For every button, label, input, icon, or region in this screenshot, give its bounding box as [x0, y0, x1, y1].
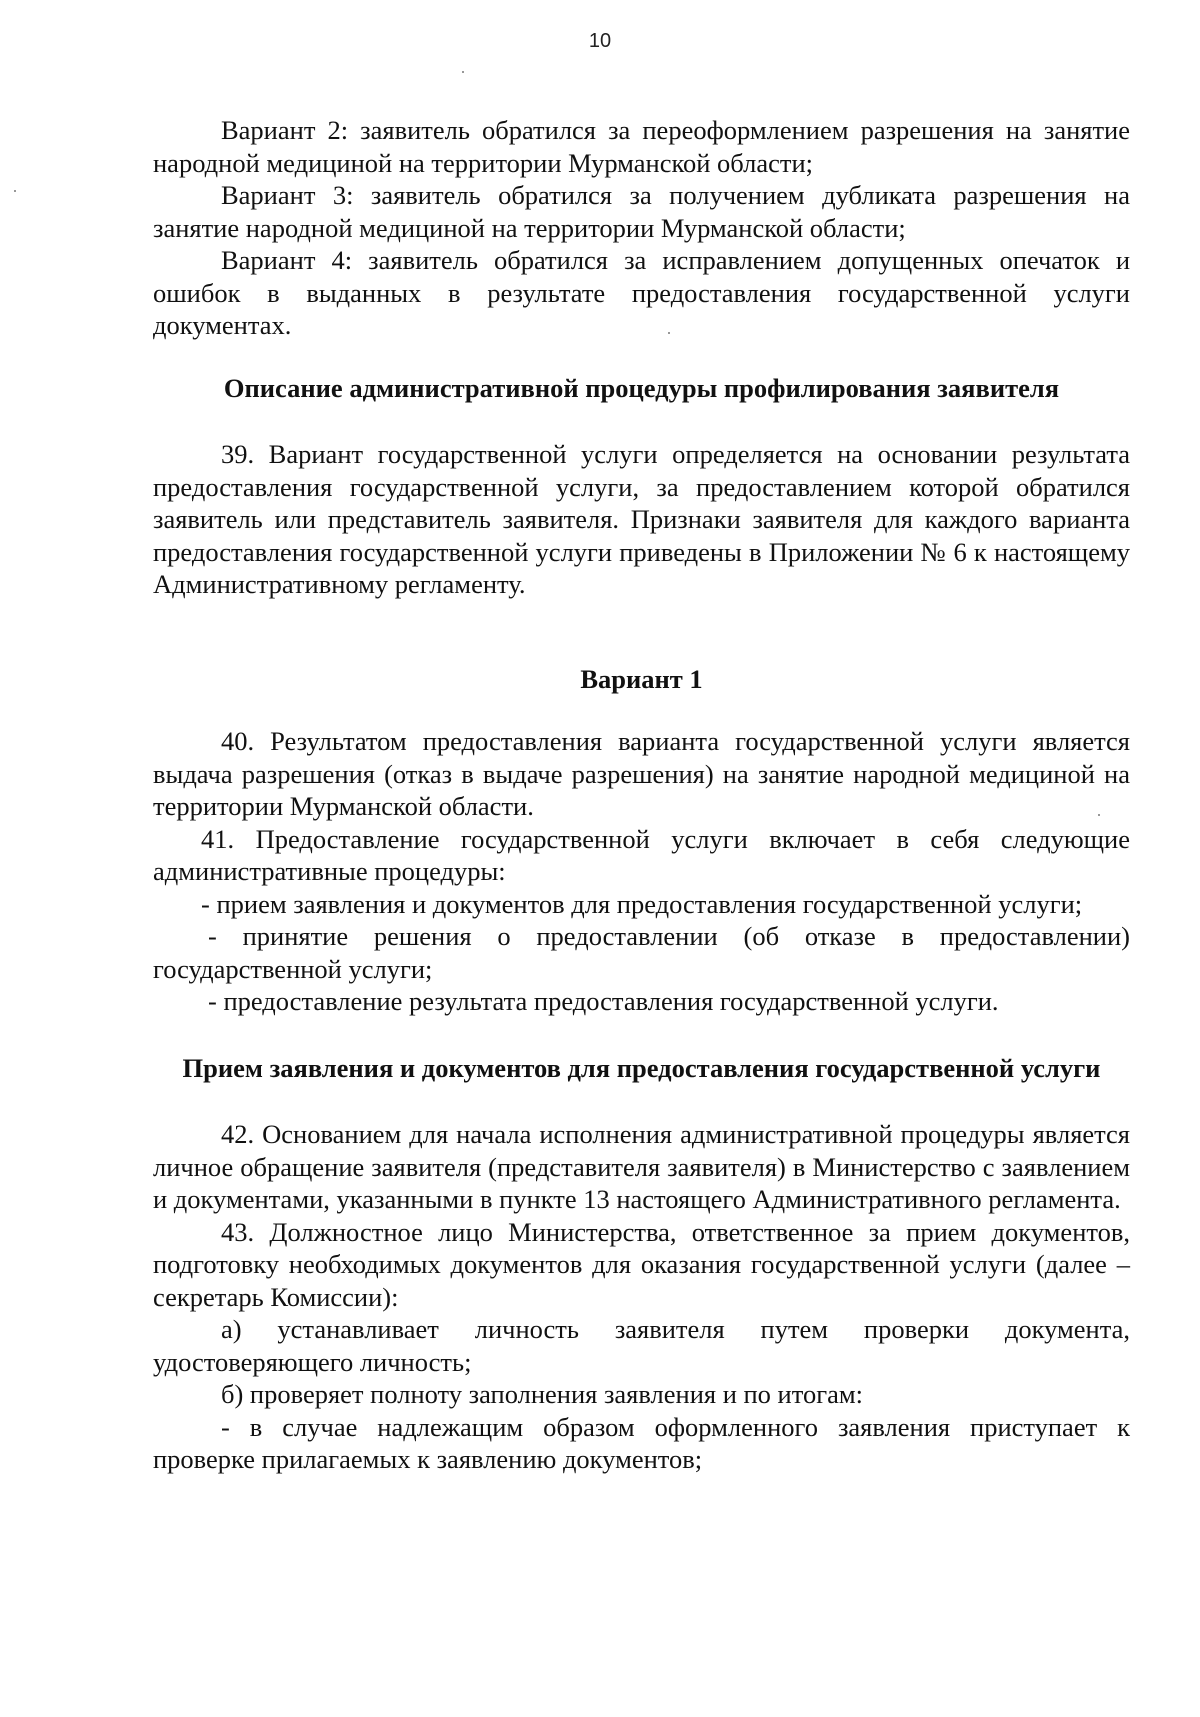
procedure-item-2: - принятие решения о предоставлении (об отказе в предоставлении) государственной услуги;: [153, 921, 1130, 984]
document-body: [153, 114, 1130, 1476]
paragraph-41: 41. Предоставление государственной услуги включает в себя следующие административные процедуры:: [153, 823, 1130, 886]
paragraph-variant-3: Вариант 3: заявитель обратился за получением дубликата разрешения на занятие народной медициной на территории Мурманской области;: [153, 180, 1130, 243]
scan-speck: [668, 332, 670, 334]
page-number: 10: [588, 30, 612, 52]
paragraph-variant-2: Вариант 2: заявитель обратился за переоформлением разрешения на занятие народной медициной на территории Мурманской области;: [153, 115, 1130, 178]
list-item-b-sub: - в случае надлежащим образом оформленного заявления приступает к проверке прилагаемых к заявлению документов;: [153, 1411, 1130, 1474]
paragraph-43: 43. Должностное лицо Министерства, ответственное за прием документов, подготовку необходимых документов для оказания государственной услуги (далее – секретарь Комиссии):: [153, 1216, 1130, 1312]
section-heading-variant-1: Вариант 1: [580, 663, 703, 694]
scan-speck: [1098, 814, 1100, 816]
procedure-item-1: - прием заявления и документов для предоставления государственной услуги;: [201, 888, 1083, 919]
paragraph-40: 40. Результатом предоставления варианта государственной услуги является выдача разрешения (отказ в выдаче разрешения) на занятие народной медициной на территории Мурманской области.: [153, 726, 1130, 821]
scan-speck: [462, 71, 464, 73]
list-item-b: б) проверяет полноту заполнения заявления и по итогам:: [221, 1379, 863, 1409]
procedure-item-3: - предоставление результата предоставления государственной услуги.: [208, 986, 999, 1016]
paragraph-42: 42. Основанием для начала исполнения административной процедуры является личное обращение заявителя (представителя заявителя) в Министерство с заявлением и документами, указанными в пункте 13 настоящего Административного регламента.: [153, 1119, 1130, 1214]
section-heading-reception: Прием заявления и документов для предоставления государственной услуги: [182, 1052, 1101, 1083]
list-item-a: а) устанавливает личность заявителя путем проверки документа, удостоверяющего личность;: [153, 1314, 1130, 1377]
scan-speck: [14, 190, 16, 192]
paragraph-variant-4: Вариант 4: заявитель обратился за исправлением допущенных опечаток и ошибок в выданных в результате предоставления государственной услуги документах.: [153, 245, 1130, 340]
paragraph-39: 39. Вариант государственной услуги определяется на основании результата предоставления государственной услуги, за предоставлением которой обратился заявитель или представитель заявителя. Признаки заявителя для каждого варианта предоставления государственной услуги приведены в Приложении № 6 к настоящему Административному регламенту.: [153, 439, 1130, 599]
section-heading-profiling: Описание административной процедуры профилирования заявителя: [223, 372, 1060, 403]
